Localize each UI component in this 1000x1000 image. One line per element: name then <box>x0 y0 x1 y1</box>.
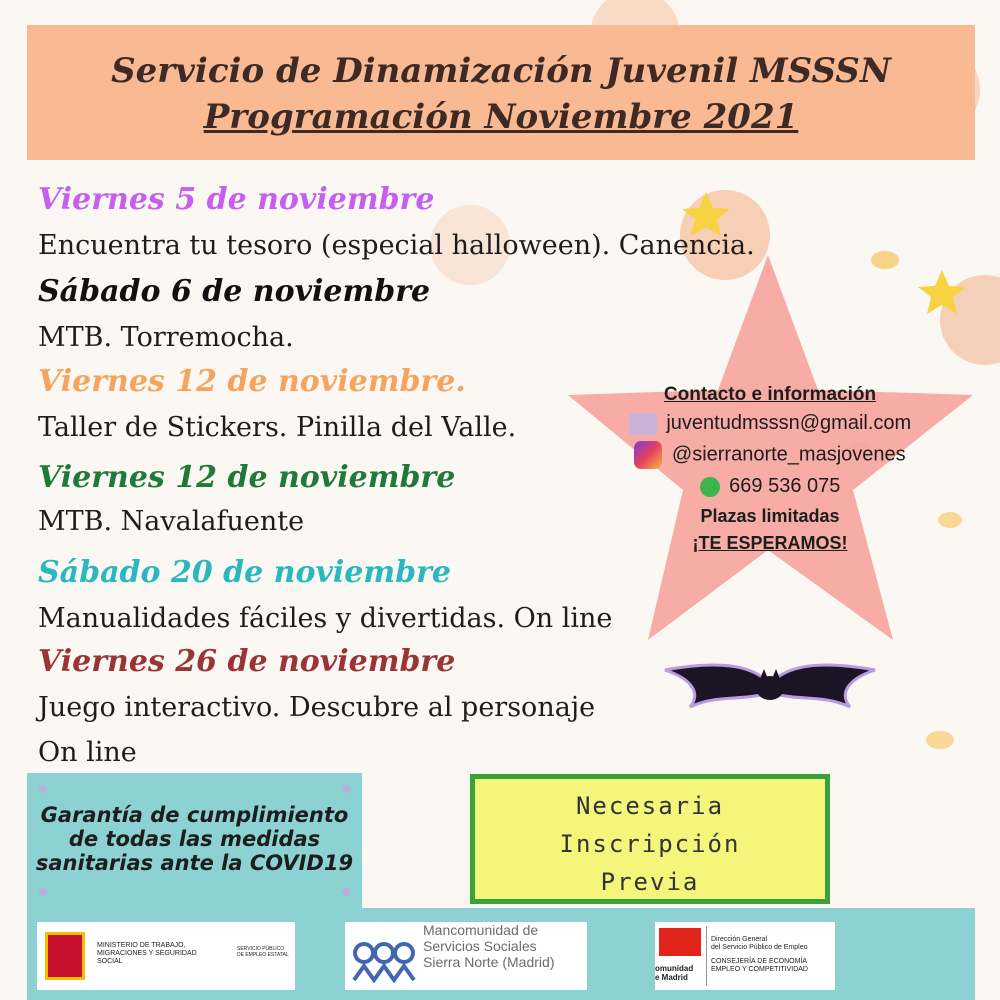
event-date: Viernes 12 de noviembre <box>38 460 456 495</box>
event-desc: MTB. Navalafuente <box>38 506 305 537</box>
contact-title: Contacto e información <box>663 384 877 405</box>
ministerio-name: MINISTERIO DE TRABAJO, MIGRACIONES Y SEGURIDAD SOCIAL <box>97 942 197 965</box>
mancomunidad-logo <box>345 922 587 990</box>
event-date: Viernes 5 de noviembre <box>38 182 435 217</box>
page-title: Servicio de Dinamización Juvenil MSSSN <box>111 51 891 91</box>
instagram-row <box>600 441 940 469</box>
instagram-icon <box>634 441 662 469</box>
instagram-handle[interactable]: @sierranorte_masjovenes <box>671 443 906 466</box>
event-date: Viernes 12 de noviembre. <box>38 364 466 399</box>
consejeria-line: CONSEJERÍA DE ECONOMÍA <box>711 958 808 965</box>
page-subtitle: Programación Noviembre 2021 <box>203 97 799 137</box>
limited-places-note: Plazas limitadas <box>700 506 840 526</box>
registration-line: Inscripción <box>559 830 741 858</box>
event-desc: Taller de Stickers. Pinilla del Valle. <box>38 412 517 443</box>
sepe-name: SERVICIO PÚBLICO DE EMPLEO ESTATAL <box>237 946 289 958</box>
email-row <box>600 412 940 435</box>
coat-of-arms-icon <box>45 932 85 980</box>
people-icon <box>349 938 419 983</box>
cta-text: ¡TE ESPERAMOS! <box>692 533 848 553</box>
event-date: Sábado 6 de noviembre <box>38 274 431 309</box>
email-link[interactable]: juventudmsssn@gmail.com <box>666 412 912 434</box>
event-date: Sábado 20 de noviembre <box>38 555 451 590</box>
contact-panel <box>600 384 940 554</box>
covid-guarantee-text: Garantía de cumplimiento de todas las medidas sanitarias ante la COVID19 <box>35 803 354 875</box>
phone-number[interactable]: 669 536 075 <box>729 475 841 497</box>
comunidad-madrid-logo <box>655 922 835 990</box>
event-desc: Manualidades fáciles y divertidas. On line <box>38 603 613 634</box>
comunidad-line: omunidad <box>655 964 694 973</box>
registration-line: Previa <box>600 868 700 896</box>
direccion-line: del Servicio Público de Empleo <box>711 944 808 951</box>
whatsapp-icon <box>700 477 720 497</box>
madrid-flag-icon <box>659 928 701 956</box>
registration-line: Necesaria <box>575 792 725 820</box>
registration-box <box>470 774 830 904</box>
event-desc-continued: On line <box>38 737 137 768</box>
header-banner <box>27 25 975 160</box>
direccion-line: Dirección General <box>711 936 768 943</box>
covid-box <box>27 773 362 908</box>
sponsor-footer <box>27 908 975 1000</box>
bat-icon <box>660 655 880 715</box>
comunidad-line: e Madrid <box>655 973 688 982</box>
event-desc: Juego interactivo. Descubre al personaje <box>38 692 596 723</box>
phone-row <box>600 475 940 498</box>
consejeria-line: EMPLEO Y COMPETITIVIDAD <box>711 966 808 973</box>
mail-download-icon <box>629 413 657 435</box>
mancomunidad-line: Sierra Norte (Madrid) <box>423 954 555 970</box>
event-desc: Encuentra tu tesoro (especial halloween). Canencia. <box>38 230 755 261</box>
ministerio-logo <box>37 922 295 990</box>
event-date: Viernes 26 de noviembre <box>38 644 456 679</box>
event-desc: MTB. Torremocha. <box>38 322 294 353</box>
mancomunidad-line: Servicios Sociales <box>423 938 537 954</box>
mancomunidad-line: Mancomunidad de <box>423 922 539 938</box>
